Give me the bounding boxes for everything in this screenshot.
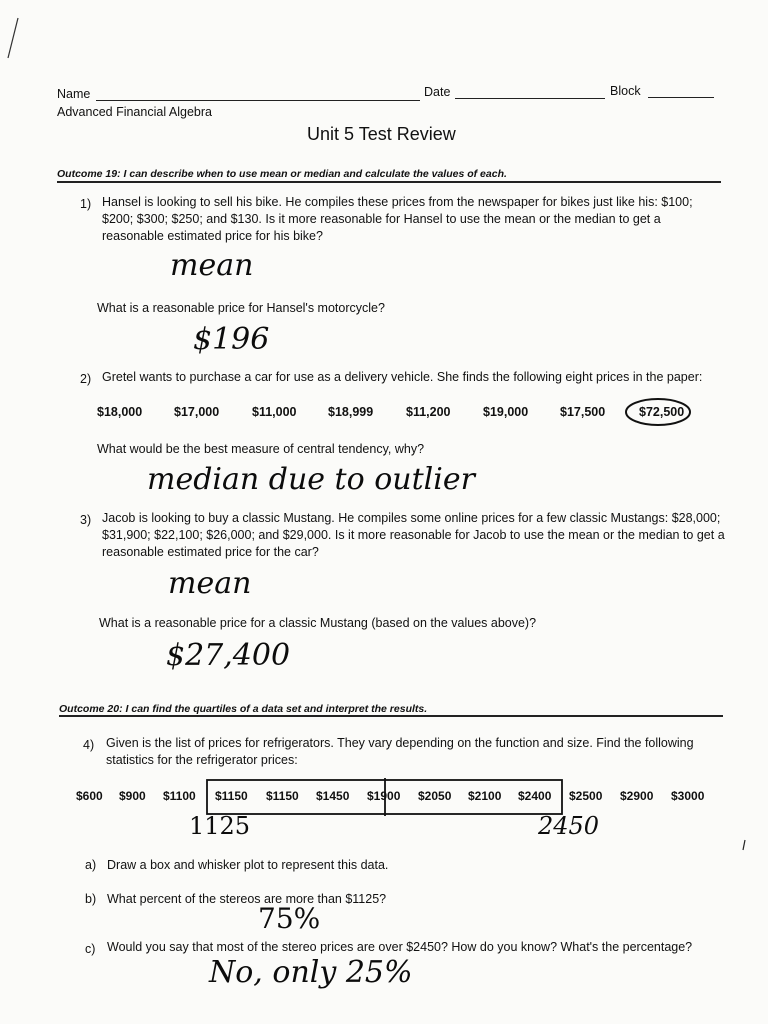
outcome-19-heading: Outcome 19: I can describe when to use mean or median and calculate the values of each.: [57, 168, 507, 180]
car-price: $17,000: [174, 405, 220, 419]
outcome-19-rule: [57, 181, 721, 183]
question-2-followup: What would be the best measure of central tendency, why?: [97, 442, 425, 456]
question-2-number: 2): [80, 372, 92, 386]
car-price: $11,200: [406, 405, 451, 419]
car-price: $11,000: [252, 405, 297, 419]
question-3-followup-answer: $27,400: [166, 638, 291, 673]
fridge-price: $1450: [316, 789, 350, 803]
question-1-followup-answer: $196: [193, 322, 270, 357]
car-price: $18,000: [97, 405, 143, 419]
part-c-text: Would you say that most of the stereo prices are over $2450? How do you know? What's the percentage?: [107, 940, 693, 954]
block-blank-line[interactable]: [648, 97, 714, 98]
part-c-answer: No, only 25%: [209, 955, 413, 990]
name-blank-line[interactable]: [96, 100, 420, 101]
fridge-price: $2900: [620, 789, 654, 803]
outlier-circle: [624, 396, 694, 428]
car-price: $17,500: [560, 405, 606, 419]
question-1-number: 1): [80, 197, 92, 211]
question-3-number: 3): [80, 513, 92, 527]
upper-quartile-note: 2450: [538, 812, 600, 840]
outcome-20-rule: [59, 715, 723, 717]
car-price: $18,999: [328, 405, 374, 419]
question-2-answer: median due to outlier: [147, 462, 475, 497]
question-1-answer: mean: [170, 248, 254, 283]
fridge-price: $2400: [518, 789, 552, 803]
fridge-price-median: $1900: [367, 789, 401, 803]
course-name: Advanced Financial Algebra: [57, 105, 212, 119]
date-label: Date: [424, 85, 451, 99]
question-3-answer: mean: [168, 566, 252, 601]
fridge-price: $1100: [163, 789, 196, 803]
part-b-text: What percent of the stereos are more than $1125?: [107, 892, 387, 906]
part-b-answer: 75%: [258, 902, 321, 935]
lower-quartile-note: 1125: [189, 812, 251, 840]
part-a-label: a): [85, 858, 97, 872]
question-4-text: Given is the list of prices for refrigerators. They vary depending on the function and size. Find the following statistics for the refrigerator prices:: [106, 736, 694, 767]
fridge-price: $900: [119, 789, 146, 803]
date-blank-line[interactable]: [455, 98, 605, 99]
fridge-price: $2500: [569, 789, 603, 803]
fridge-price: $600: [76, 789, 103, 803]
question-4-number: 4): [83, 738, 95, 752]
quartile-box-drawing: [200, 776, 570, 820]
stray-pen-mark: [738, 838, 750, 854]
part-a-text: Draw a box and whisker plot to represent this data.: [107, 858, 389, 872]
fridge-price: $2050: [418, 789, 452, 803]
question-2-text: Gretel wants to purchase a car for use as a delivery vehicle. She finds the following eight prices in the paper:: [102, 370, 703, 384]
margin-pen-mark: [0, 0, 30, 70]
fridge-price: $1150: [215, 789, 248, 803]
fridge-price: $2100: [468, 789, 502, 803]
fridge-price: $3000: [671, 789, 705, 803]
question-1-followup: What is a reasonable price for Hansel's motorcycle?: [97, 301, 385, 315]
block-label: Block: [610, 84, 641, 98]
fridge-price: $1150: [266, 789, 299, 803]
part-c-label: c): [85, 942, 96, 956]
car-price: $19,000: [483, 405, 529, 419]
part-b-label: b): [85, 892, 97, 906]
question-3-followup: What is a reasonable price for a classic Mustang (based on the values above)?: [99, 616, 537, 630]
outcome-20-heading: Outcome 20: I can find the quartiles of a data set and interpret the results.: [59, 703, 428, 715]
name-label: Name: [57, 87, 91, 101]
question-3-text: Jacob is looking to buy a classic Mustang. He compiles some online prices for a few classic Mustangs: $28,000; $31,900; $22,100; $26,000; and $29,000. Is it more reasonable for Jacob to use the mean or the median to get a reasonable estimated price for the car?: [102, 511, 725, 559]
question-1-text: Hansel is looking to sell his bike. He compiles these prices from the newspaper for bikes just like his: $100; $200; $300; $250; and $130. Is it more reasonable for Hansel to use the mean or the median to get a reasonable estimated price for his bike?: [102, 195, 693, 243]
car-price-outlier: $72,500: [639, 405, 685, 419]
page-title: Unit 5 Test Review: [307, 124, 456, 144]
